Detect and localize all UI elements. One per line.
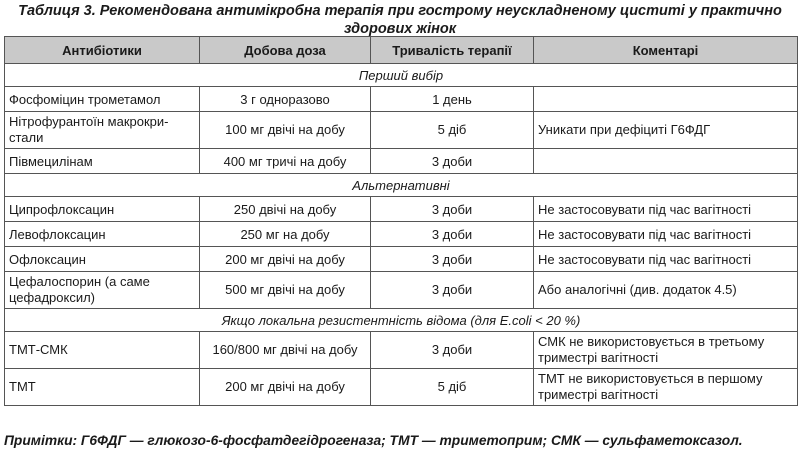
cell-dose: 200 мг двічі на добу: [200, 247, 371, 272]
table-row: [5, 87, 798, 112]
header-daily-dose: Добова доза: [200, 37, 371, 64]
section-first-choice: [5, 64, 798, 87]
table-row: [5, 197, 798, 222]
cell-comment: ТМТ не використовується в першому триместрі вагітності: [534, 369, 798, 406]
section-alternative: [5, 174, 798, 197]
cell-duration: 3 доби: [371, 332, 534, 369]
cell-comment: [534, 149, 798, 174]
cell-dose: 250 мг на добу: [200, 222, 371, 247]
cell-duration: 3 доби: [371, 149, 534, 174]
table-caption: [0, 0, 800, 40]
cell-drug: Нітрофурантоїн макрокри-стали: [5, 112, 200, 149]
cell-dose: 200 мг двічі на добу: [200, 369, 371, 406]
cell-dose: 500 мг двічі на добу: [200, 272, 371, 309]
cell-dose: 3 г одноразово: [200, 87, 371, 112]
cell-drug: Левофлоксацин: [5, 222, 200, 247]
cell-duration: 1 день: [371, 87, 534, 112]
cell-duration: 3 доби: [371, 247, 534, 272]
caption-line-2: здорових жінок: [343, 21, 457, 37]
table-row: [5, 112, 798, 149]
table-row: [5, 149, 798, 174]
cell-duration: 3 доби: [371, 197, 534, 222]
cell-drug: ТМТ: [5, 369, 200, 406]
cell-comment: Або аналогічні (див. додаток 4.5): [534, 272, 798, 309]
header-duration: Тривалість терапії: [371, 37, 534, 64]
cell-comment: Не застосовувати під час вагітності: [534, 197, 798, 222]
cell-comment: СМК не використовується в третьому триместрі вагітності: [534, 332, 798, 369]
cell-drug: Півмецилінам: [5, 149, 200, 174]
cell-comment: Уникати при дефіциті Г6ФДГ: [534, 112, 798, 149]
cell-comment: [534, 87, 798, 112]
table-row: [5, 369, 798, 406]
table-row: [5, 272, 798, 309]
cell-dose: 250 двічі на добу: [200, 197, 371, 222]
cell-drug: ТМТ-СМК: [5, 332, 200, 369]
cell-duration: 5 діб: [371, 112, 534, 149]
header-row: [5, 37, 798, 64]
cell-dose: 160/800 мг двічі на добу: [200, 332, 371, 369]
section-title: Перший вибір: [5, 64, 798, 87]
header-antibiotics: Антибіотики: [5, 37, 200, 64]
cell-dose: 100 мг двічі на добу: [200, 112, 371, 149]
cell-drug: Офлоксацин: [5, 247, 200, 272]
header-comments: Коментарі: [534, 37, 798, 64]
section-title: Якщо локальна резистентність відома (для E.coli < 20 %): [5, 309, 798, 332]
antimicrobial-therapy-table: [4, 36, 798, 406]
cell-duration: 5 діб: [371, 369, 534, 406]
cell-drug: Фосфоміцин трометамол: [5, 87, 200, 112]
cell-comment: Не застосовувати під час вагітності: [534, 222, 798, 247]
cell-drug: Ципрофлоксацин: [5, 197, 200, 222]
cell-dose: 400 мг тричі на добу: [200, 149, 371, 174]
table-footnote: Примітки: Г6ФДГ — глюкозо-6-фосфатдегідрогеназа; ТМТ — триметоприм; СМК — сульфаметоксазол.: [4, 433, 743, 448]
cell-duration: 3 доби: [371, 222, 534, 247]
section-local-resistance: [5, 309, 798, 332]
cell-comment: Не застосовувати під час вагітності: [534, 247, 798, 272]
cell-duration: 3 доби: [371, 272, 534, 309]
table-row: [5, 222, 798, 247]
section-title: Альтернативні: [5, 174, 798, 197]
table-row: [5, 247, 798, 272]
table-row: [5, 332, 798, 369]
cell-drug: Цефалоспорин (а саме цефадроксил): [5, 272, 200, 309]
caption-line-1: Таблиця 3. Рекомендована антимікробна терапія при гострому неускладненому циститі у практично: [18, 3, 782, 19]
